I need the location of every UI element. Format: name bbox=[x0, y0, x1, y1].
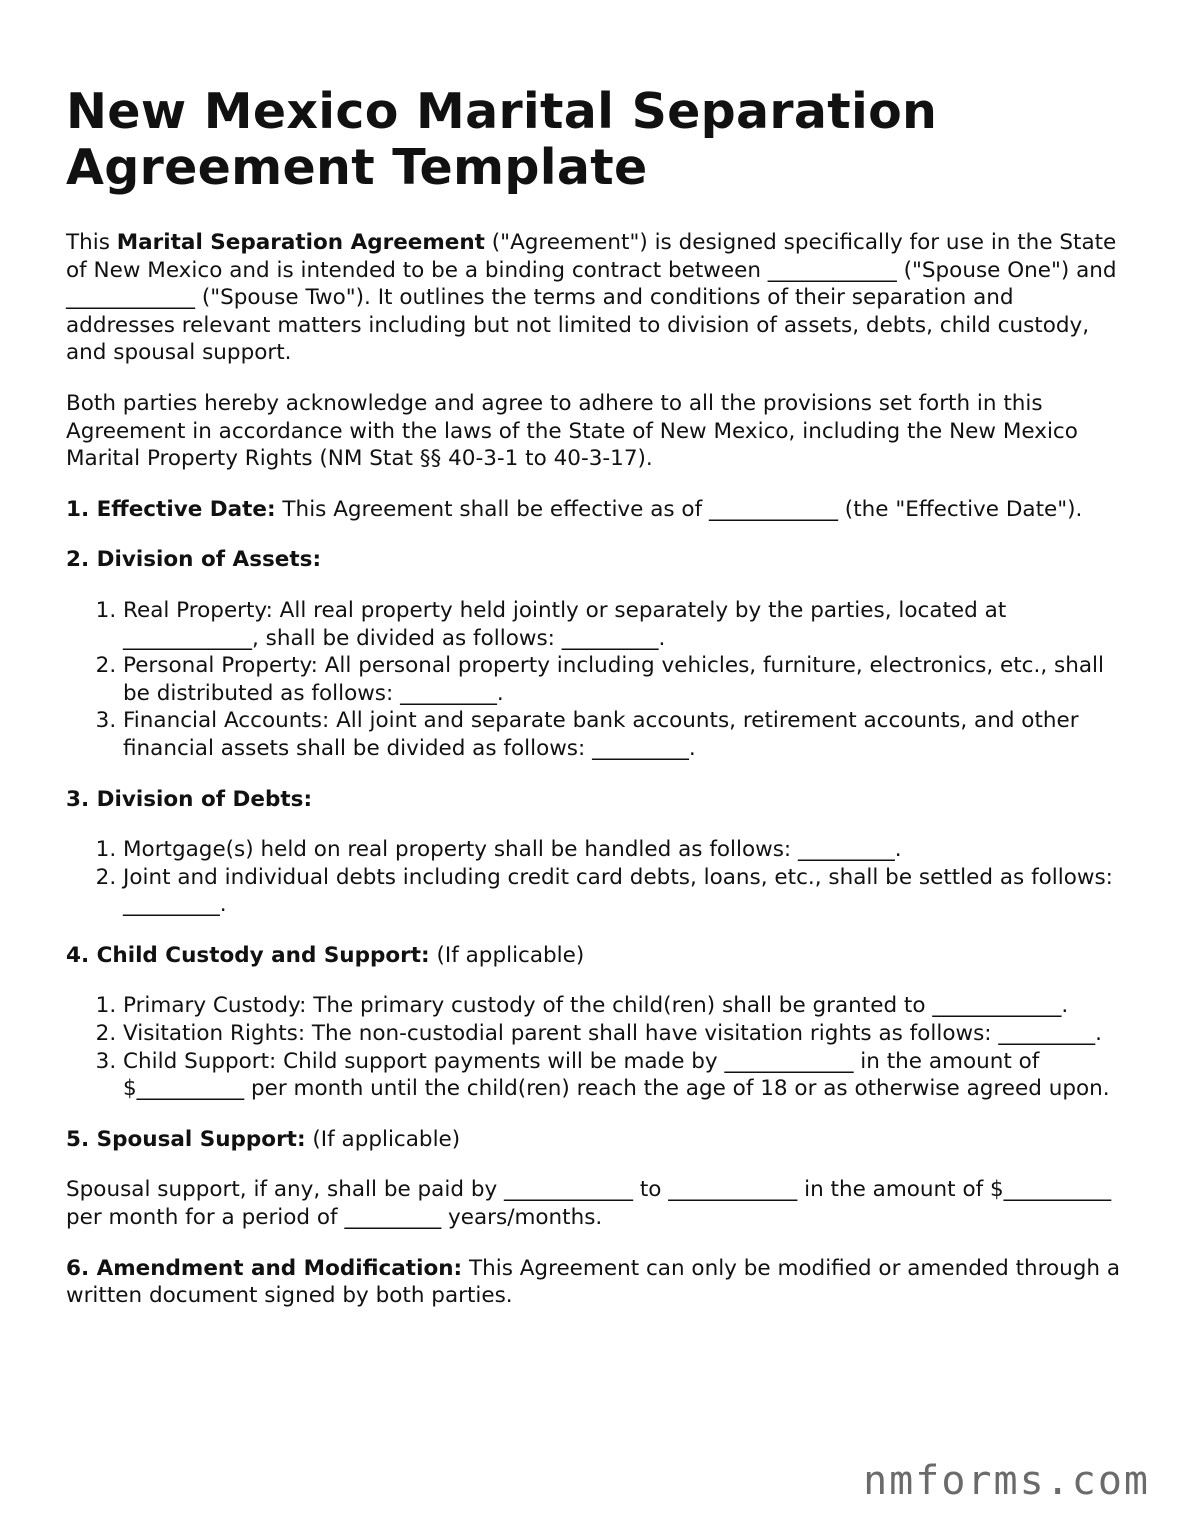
document-page bbox=[66, 84, 1126, 1333]
assets-list bbox=[66, 597, 1126, 763]
section-custody-heading bbox=[66, 942, 1126, 970]
list-item: 1. Primary Custody: The primary custody of the child(ren) shall be granted to ____________. bbox=[123, 992, 1126, 1020]
section-effective-date bbox=[66, 496, 1126, 524]
intro-bold: Marital Separation Agreement bbox=[116, 230, 485, 255]
custody-list bbox=[66, 992, 1126, 1102]
section-assets-heading bbox=[66, 546, 1126, 574]
section-debts-heading bbox=[66, 786, 1126, 814]
list-item: 1. Mortgage(s) held on real property shall be handled as follows: _________. bbox=[123, 836, 1126, 864]
intro-paragraph bbox=[66, 229, 1126, 367]
assets-heading: 2. Division of Assets: bbox=[66, 547, 322, 573]
list-item: 3. Child Support: Child support payments will be made by ____________ in the amount of $__________ per month until the child(ren) reach the age of 18 or as otherwise agreed upon. bbox=[123, 1048, 1126, 1103]
amendment-text: This Agreement can only be modified or amended through a written document signed by both parties. bbox=[66, 1255, 1121, 1309]
list-item: 2. Joint and individual debts including credit card debts, loans, etc., shall be settled as follows: _________. bbox=[123, 864, 1126, 919]
custody-note: (If applicable) bbox=[429, 942, 585, 968]
list-item: 2. Personal Property: All personal property including vehicles, furniture, electronics, etc., shall be distributed as follows: _________. bbox=[123, 652, 1126, 707]
spousal-text: Spousal support, if any, shall be paid by ____________ to ____________ in the amount of $__________ per month for a period of _________ years/months. bbox=[66, 1177, 1112, 1231]
site-watermark: nmforms.com bbox=[863, 1458, 1150, 1504]
custody-heading: 4. Child Custody and Support: bbox=[66, 942, 430, 968]
document-title: New Mexico Marital Separation Agreement Template bbox=[66, 83, 938, 196]
section-amendment bbox=[66, 1255, 1126, 1310]
intro-post: ("Agreement") is designed specifically for use in the State of New Mexico and is intended to be a binding contract between ____________ ("Spouse One") and ____________ ("Spouse Two"). It outlines the terms and conditions of their separation and addresses relevant matters including but not limited to division of assets, debts, child custody, and spousal support. bbox=[66, 230, 1117, 366]
section-spousal-heading bbox=[66, 1126, 1126, 1154]
acknowledgement-paragraph: Both parties hereby acknowledge and agree to adhere to all the provisions set forth in this Agreement in accordance with the laws of the State of New Mexico, including the New Mexico Marital Property Rights (NM Stat §§ 40-3-1 to 40-3-17). bbox=[66, 390, 1078, 472]
intro-pre: This bbox=[66, 230, 117, 255]
effective-heading: 1. Effective Date: bbox=[66, 496, 276, 522]
list-item: 3. Financial Accounts: All joint and separate bank accounts, retirement accounts, and other financial assets shall be divided as follows: _________. bbox=[123, 707, 1126, 762]
debts-list bbox=[66, 836, 1126, 919]
spousal-heading: 5. Spousal Support: bbox=[66, 1126, 306, 1152]
list-item: 2. Visitation Rights: The non-custodial parent shall have visitation rights as follows: _________. bbox=[123, 1020, 1126, 1048]
amendment-heading: 6. Amendment and Modification: bbox=[66, 1255, 463, 1281]
spousal-note: (If applicable) bbox=[305, 1126, 461, 1152]
effective-text: This Agreement shall be effective as of ____________ (the "Effective Date"). bbox=[275, 496, 1083, 522]
list-item: 1. Real Property: All real property held jointly or separately by the parties, located at ____________, shall be divided as follows: _________. bbox=[123, 597, 1126, 652]
debts-heading: 3. Division of Debts: bbox=[66, 786, 313, 812]
